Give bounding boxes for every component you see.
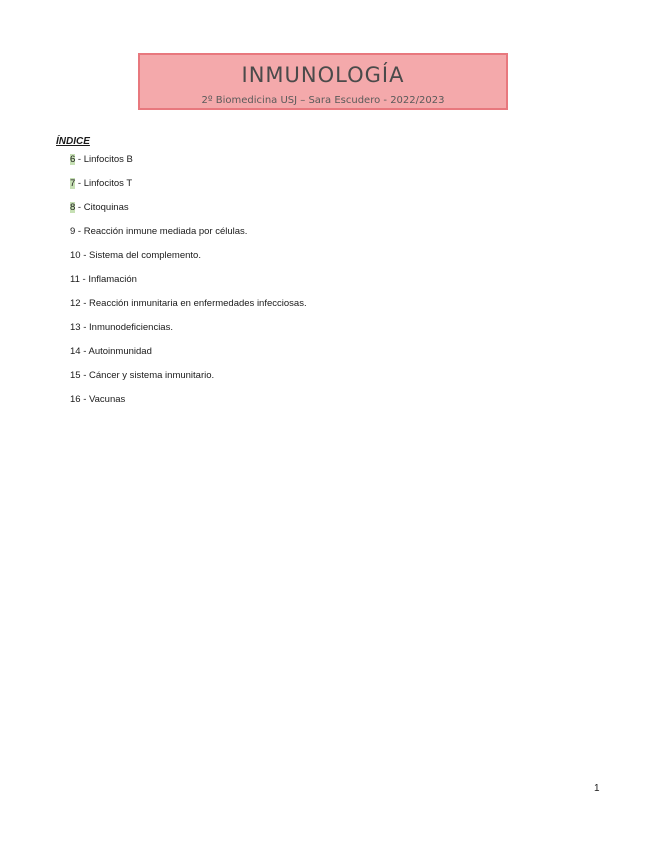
index-item	[70, 154, 307, 178]
index-item	[70, 394, 307, 418]
index-item	[70, 250, 307, 274]
index-item-text: - Vacunas	[80, 394, 126, 405]
index-item-number: 9	[70, 226, 76, 237]
index-item-number: 8	[70, 202, 76, 213]
index-item-text: - Linfocitos T	[75, 178, 133, 189]
index-item-number: 10	[70, 250, 81, 261]
index-item-text: - Inflamación	[79, 274, 137, 285]
index-item-text: - Citoquinas	[75, 202, 129, 213]
document-subtitle: 2º Biomedicina USJ – Sara Escudero - 2022/2023	[201, 95, 445, 106]
index-item	[70, 274, 307, 298]
index-item-text: - Inmunodeficiencias.	[80, 322, 173, 333]
index-item	[70, 202, 307, 226]
index-heading: ÍNDICE	[56, 136, 90, 147]
index-item-text: - Reacción inmunitaria en enfermedades infecciosas.	[80, 298, 307, 309]
index-item-number: 13	[70, 322, 81, 333]
index-item-number: 15	[70, 370, 81, 381]
index-item	[70, 178, 307, 202]
index-item-number: 11	[70, 274, 80, 285]
index-item	[70, 226, 307, 250]
index-item-text: - Autoinmunidad	[80, 346, 152, 357]
title-box	[138, 53, 508, 110]
index-item	[70, 370, 307, 394]
index-item	[70, 322, 307, 346]
index-item-text: - Reacción inmune mediada por células.	[75, 226, 248, 237]
index-item	[70, 346, 307, 370]
index-item-text: - Linfocitos B	[75, 154, 133, 165]
index-item-number: 6	[70, 154, 76, 165]
page-number: 1	[594, 783, 600, 794]
index-item-text: - Sistema del complemento.	[80, 250, 201, 261]
index-item-number: 7	[70, 178, 76, 189]
index-item	[70, 298, 307, 322]
index-list	[70, 154, 307, 418]
document-title: INMUNOLOGÍA	[241, 63, 405, 87]
index-item-text: - Cáncer y sistema inmunitario.	[80, 370, 215, 381]
index-item-number: 14	[70, 346, 81, 357]
index-item-number: 16	[70, 394, 81, 405]
index-item-number: 12	[70, 298, 81, 309]
